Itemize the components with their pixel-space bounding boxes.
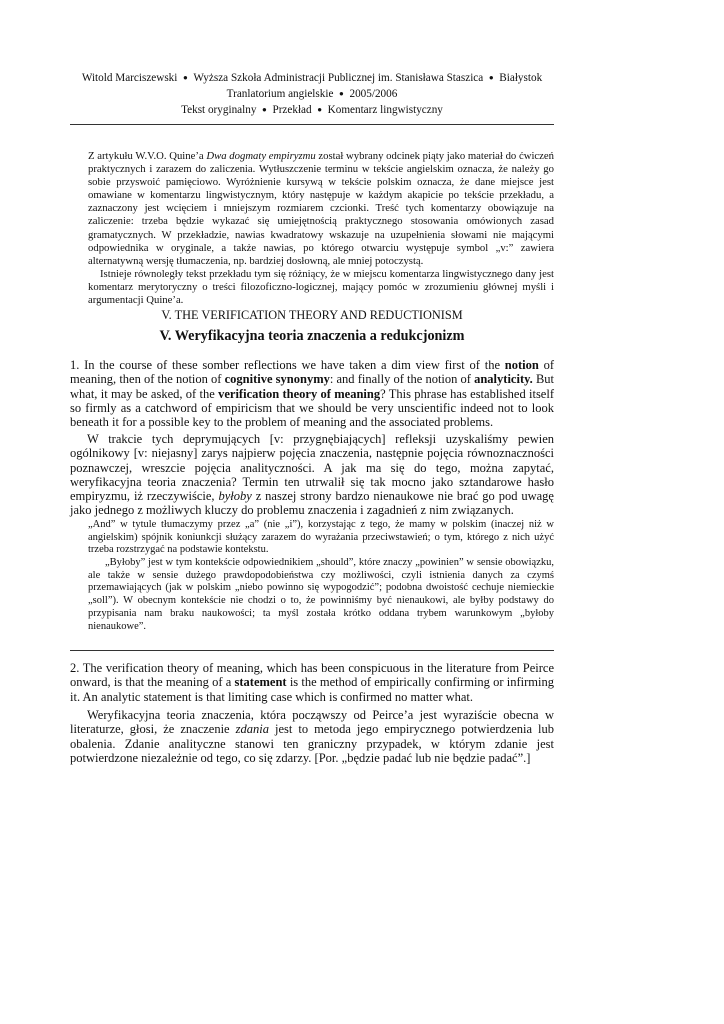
text: ? This phrase has established itself so firmly as a catchword of empiricism that we should be very unscientific indeed not to look beneath it for a possible key to the problem of meaning and the associated problems. <box>70 386 554 430</box>
section-title-pl: V. Weryfikacyjna teoria znaczenia a redukcjonizm <box>159 328 465 344</box>
header-line-3 <box>70 102 554 118</box>
key-term: analyticity. <box>474 372 533 387</box>
text: 2. The verification theory of meaning, which has been conspicuous in the literature from Peirce onward, is that the meaning of a <box>70 661 554 690</box>
text: of meaning, then of the notion of <box>70 358 554 387</box>
section-title-en: V. THE VERIFICATION THEORY AND REDUCTIONISM <box>161 308 463 322</box>
text: z naszej strony bardzo nienaukowe nie brać go pod uwagę jako jednego z możliwych kluczy do problemu znaczenia i zagadnień z nim związanych. <box>70 489 554 518</box>
header-commentary: Komentarz lingwistyczny <box>327 104 443 116</box>
bullet-icon: ● <box>262 105 267 114</box>
commented-word: byłoby <box>218 489 252 504</box>
key-term: cognitive synonymy <box>224 372 330 387</box>
text: Weryfikacyjna teoria znaczenia, która począwszy od Peirce’a jest wyraziście obecna w literaturze, głosi, że znaczenie <box>70 708 554 737</box>
paragraph-divider <box>70 650 554 651</box>
intro-text: został wybrany odcinek piąty jako materiał do ćwiczeń praktycznych i zarazem do zaliczenia. Wytłuszczenie terminu w tekście angielskim oznacza, że należy go sobie przyswoić pamięciowo. Wyróżnienie kursywą w tekście polskim oznacza, że dane miejsce jest omawiane w komentarzu lingwistycznym, który następuje w każdym akapicie po tekście przekładu, a zaznaczony jest wcięciem i mniejszym rozmiarem czcionki. Treść tych komentarzy obowiązuje na zaliczenie: trzeba będzie wykazać się umiejętnością praktycznego stosowania omówionych zasad gramatycznych. W przekładzie, nawias kwadratowy wskazuje na uzupełnienia słowami nie mającymi odpowiednika w oryginale, a także nawias, po którego otwarciu występuje symbol „v:” zawiera alternatywną wersję tłumaczenia, np. bardziej dosłowną, ale mniej potoczystą. <box>88 150 554 267</box>
commentary-note-1: „And” w tytule tłumaczymy przez „a” (nie „i”), korzystając z tego, że mamy w polskim (inaczej niż w angielskim) spójnik koniunkcji służący zarazem do wyrażania przeciwstawień; o tym, którego z nich użyć trzeba rozstrzygać na podstawie kontekstu. <box>88 519 554 556</box>
bullet-icon: ● <box>317 105 323 114</box>
paragraph-1-polish <box>70 432 554 518</box>
paragraph-2-polish <box>70 708 554 765</box>
key-term: verification theory of meaning <box>218 386 381 401</box>
paragraph-1-english <box>70 358 554 429</box>
intro-text: Z artykułu W.V.O. Quine’a <box>88 150 207 162</box>
bullet-icon: ● <box>488 73 494 82</box>
bullet-icon: ● <box>182 73 188 82</box>
header-divider <box>70 124 554 125</box>
intro-note <box>88 150 554 307</box>
intro-paragraph-2: Istnieje równoległy tekst przekładu tym się różniący, że w miejscu komentarza lingwistycznego dany jest komentarz merytoryczny o treści filozoficzno-logicznej, mający pomóc w zrozumieniu głównej myśli i argumentacji Quine’a. <box>88 267 554 307</box>
header-original: Tekst oryginalny <box>181 104 257 116</box>
header-author: Witold Marciszewski <box>81 72 178 84</box>
text: W trakcie tych deprymujących [v: przygnębiających] refleksji uzyskaliśmy pewien ogólnikowy [v: niejasny] zarys najpierw pojęcia znaczenia, następnie pojęcia równoznaczności poznawczej, wreszcie pojęcia analityczności. A jak ma się do tego, można zapytać, weryfikacyjna teoria znaczenia? Termin ten utrwalił się tak mocno jako sztandarowe hasło empiryzmu, iż rzeczywiście, <box>70 432 554 504</box>
header-line-2 <box>70 86 554 102</box>
commented-word: zdania <box>235 722 269 737</box>
text: jest to metoda jego empirycznego potwierdzenia lub obalenia. Zdanie analityczne stanowi ten graniczny przypadek, w którym zdanie jest potwierdzone niezależnie od tego, co się zdarzy. [Por. „będzie padać lub nie będzie padać”.] <box>70 722 555 765</box>
header-course: Tranlatorium angielskie <box>226 88 334 100</box>
header-city: Białystok <box>499 72 543 84</box>
header-school: Wyższa Szkoła Administracji Publicznej im. Stanisława Staszica <box>193 72 484 84</box>
header-translation: Przekład <box>272 104 312 116</box>
header-line-1 <box>70 70 554 86</box>
header-year: 2005/2006 <box>349 88 398 100</box>
key-term: statement <box>234 675 287 690</box>
key-term: notion <box>504 358 539 372</box>
article-title: Dwa dogmaty empiryzmu <box>206 150 316 162</box>
text: : and finally of the notion of <box>329 372 475 387</box>
text: But what, it may be asked, of the <box>70 372 555 401</box>
running-header <box>70 70 554 118</box>
text: 1. In the course of these somber reflections we have taken a dim view first of the <box>70 358 505 372</box>
commentary-note-2: „Byłoby” jest w tym kontekście odpowiednikiem „should”, które znaczy „powinien” w sensie obowiązku, ale także w sensie dużego prawdopodobieństwa czy możliwości, czyli istnienia danych za czymś przemawiających (jak w polskim „niebo powinno się wypogodzić”; podobna dwoistość cechuje niemieckie „soll”). W obecnym kontekście nie chodzi o to, że powinniśmy być nienaukowi, ale byłby podstawy do przypisania nam braku naukowości; ta myśl została krótko oddana trybem warunkowym „byłoby nienaukowe”. <box>88 557 554 632</box>
bullet-icon: ● <box>339 89 344 98</box>
intro-paragraph-1 <box>88 150 554 268</box>
paragraph-2-english <box>70 661 554 704</box>
text: is the method of empirically confirming or infirming it. An analytic statement is that limiting case which is confirmed no matter what. <box>70 675 555 704</box>
